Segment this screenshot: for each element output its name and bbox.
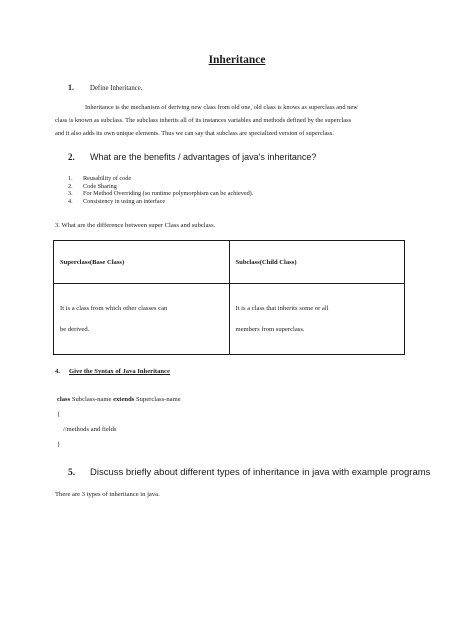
- subclass-name: Subclass-name: [71, 396, 112, 403]
- question-1-text: Define Inheritance.: [90, 85, 143, 92]
- question-4-number: 4.: [55, 368, 60, 375]
- question-4-text: Give the Syntax of Java Inheritance: [69, 368, 170, 375]
- superclass-header: Superclass(Base Class): [54, 241, 230, 284]
- question-2: [68, 152, 316, 162]
- question-5-answer: There are 3 types of inheritance in java.: [55, 491, 160, 498]
- question-4: [55, 368, 170, 375]
- list-item: 1. Reusability of code: [68, 175, 132, 182]
- answer-line-2: class is known as subclass. The subclass inherits all of its instances variables and methods defined by the superclass: [55, 117, 352, 124]
- close-brace: }: [57, 441, 61, 448]
- superclass-name: Superclass-name: [135, 396, 181, 403]
- comparison-table: [53, 240, 405, 355]
- syntax-block: [57, 392, 181, 452]
- question-3: 3. What are the difference between super Class and subclass.: [55, 222, 216, 229]
- table-row: [54, 284, 405, 355]
- subclass-header: Subclass(Child Class): [229, 241, 405, 284]
- question-1-answer: [55, 101, 415, 140]
- question-5-text: Discuss briefly about different types of inheritance in java with example programs: [90, 467, 431, 478]
- answer-line-1: Inheritance is the mechanism of deriving new class from old one, old class is knows as superclass and new: [85, 104, 358, 111]
- open-brace: {: [57, 411, 61, 418]
- question-1-number: 1.: [68, 83, 74, 92]
- question-1: [68, 83, 142, 92]
- question-2-number: 2.: [68, 152, 75, 162]
- list-item: 3. For Method Overriding (so runtime polymorphism can be achieved).: [68, 190, 254, 198]
- keyword-extends: extends: [113, 396, 135, 403]
- answer-line-3: and it also adds its own unique elements. Thus we can say that subclass are specialized version of superclass.: [55, 130, 334, 137]
- keyword-class: class: [57, 396, 71, 403]
- list-item: 2. Code Sharing: [68, 182, 117, 190]
- question-2-text: What are the benefits / advantages of java's inheritance?: [90, 152, 317, 162]
- subclass-description: It is a class that inherits some or all members from superclass.: [229, 284, 405, 355]
- benefits-list: [68, 175, 253, 205]
- question-5: [68, 467, 430, 478]
- table-row: [54, 241, 405, 284]
- list-item: 4. Consistency in using an interface: [68, 197, 166, 205]
- question-5-number: 5.: [68, 468, 76, 478]
- superclass-description: It is a class from which other classes can be derived.: [54, 284, 230, 355]
- page-title: Inheritance: [208, 54, 266, 66]
- code-comment: //methods and fields: [63, 426, 117, 433]
